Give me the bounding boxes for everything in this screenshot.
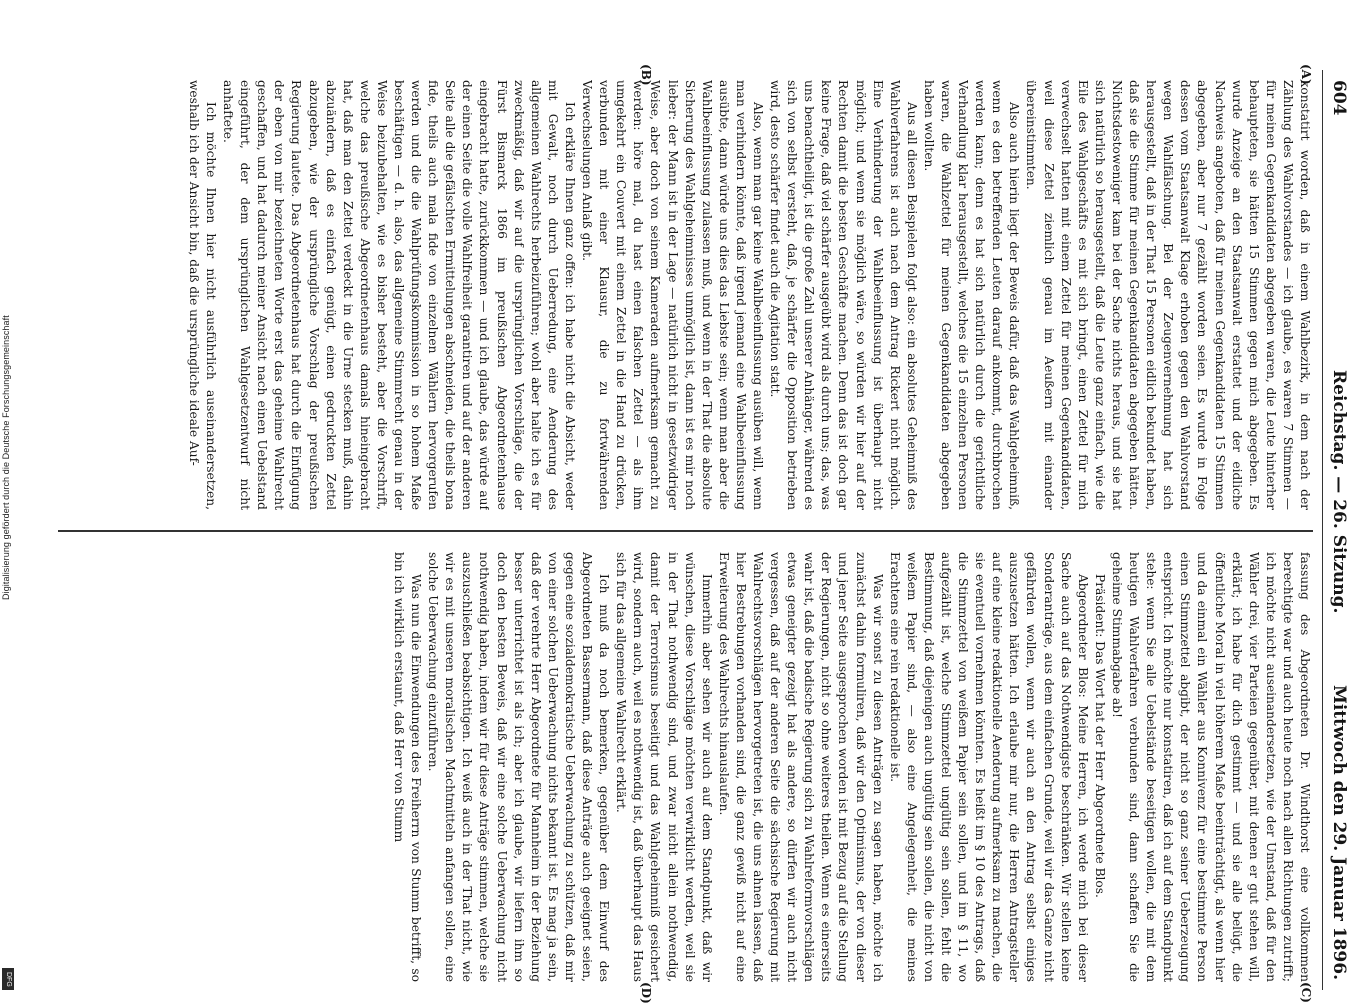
margin-marker-a: (A) (1299, 64, 1313, 85)
credit-strip (0, 0, 16, 1000)
paragraph: Ich erkläre Ihnen ganz offen: ich habe nicht die Absicht, weder mit Gewalt, noch durch Ueberredung, eine Aenderung des allgemeinen Wahlrechts herbeizuführen; wohl aber halte ich es für zweckmäßig, daß wir auf die ursprünglichen Vorschläge, die der Fürst Bismarck 1866 im preußischen Abgeordnetenhause eingebracht hatte, zurückkommen — und ich glaube, das würde auf der einen Seite die volle Wahlfreiheit garantiren und auf der anderen Seite alle die gefälschten Ermittelungen abschneiden, die theils bona fide, theils auch mala fide von einzelnen Wählern hervorgerufen werden und die die Wahlprüfungskommission in so hohem Maße beschäftigen — d. h. also, das allgemeine Stimmrecht genau in der Weise beizubehalten, wie es bisher besteht, aber die Vorschrift, welche das preußische Abgeordnetenhaus damals hineingebracht hat, daß man den Zettel verdeckt in die Urne stecken muß, dahin abzuändern, daß es einfach genügt, einen gedruckten Zettel abzugeben, wie der ursprüngliche Vorschlag der preußischen Regierung lautete. Das Abgeordnetenhaus hat durch die Einfügung der eben von mir bezeichneten Worte erst das geheime Wahlrecht geschaffen, und hat dadurch meiner Ansicht nach einen Uebelstand eingeführt, der dem ursprünglichen Wahlgesetzentwurf nicht anhaftete. (221, 80, 577, 510)
page-header (1323, 70, 1353, 990)
paragraph: Aus all diesen Beispielen folgt also: ein absolutes Geheimniß des Wahlverfahrens ist auch nach dem Antrag Rickert nicht möglich. Eine Verhinderung der Wahlbeeinflussung ist überhaupt nicht möglich; und wenn sie möglich wäre, so würden wir hier auf der Rechten damit die besten Geschäfte machen. Denn das ist doch gar keine Frage, daß viel schärfer ausgeübt wird als durch uns; das, was uns benachtheiligt, ist die große Zahl unserer Anhänger, während es sich von selbst versteht, daß, je schärfer die Opposition betrieben wird, desto schärfer findet auch die Agitation statt. (768, 80, 919, 510)
page-number: 604 (1329, 80, 1349, 116)
margin-marker-d: (D) (639, 982, 653, 1004)
session-title: Reichstag. — 26. Sitzung. (1329, 370, 1349, 614)
paragraph: Ich muß da noch bemerken, gegenüber dem Einwurf des Abgeordneten Bassermann, daß diese Anträge auch geeignet seien, gegen eine sozialdemokratische Ueberwachung zu schützen, daß mir von einer solchen Ueberwachung nichts bekannt ist. Es mag ja sein, daß der verehrte Herr Abgeordnete für Mannheim in der Beziehung besser unterrichtet ist als ich; aber ich glaube, wir liefern ihm so doch den besten Beweis, daß wir eine solche Ueberwachung nicht nothwendig haben, indem wir für diese Anträge stimmen, welche sie auszuschließen beabsichtigen. Ich weiß auch in der That nicht, wie wir es mit unseren moralischen Machtmitteln anfangen sollen, eine solche Ueberwachung einzuführen. (426, 552, 612, 982)
paragraph: Abgeordneter Blos: Meine Herren, ich werde mich bei dieser Sache auch auf das Nothwendigste beschränken. Wir stellen keine Sonderanträge, aus dem einfachen Grunde, weil wir das Ganze nicht gefährden wollen, wenn wir auch an den Antrag selbst einiges auszusetzen hätten. Ich erlaube mir nur, die Herren Antragsteller auf eine kleine redaktionelle Aenderung aufmerksam zu machen, die sie eventuell vornehmen könnten. Es heißt im § 10 des Antrags, daß die Stimmzettel von weißem Papier sein sollen, und im § 11, wo aufgezählt ist, welche Stimmzettel ungültig sein sollen, fehlt die Bestimmung, daß diejenigen auch ungültig sein sollen, die nicht von weißem Papier sind, — also eine Angelegenheit, die meines Erachtens eine rein redaktionelle ist. (887, 552, 1090, 982)
paragraph: Also auch hierin liegt der Beweis dafür, daß das Wahlgeheimniß, wenn es den betreffenden Leuten darauf ankommt, durchbrochen werden kann; denn es hat sich natürlich durch die gerichtliche Verhandlung klar herausgestellt, welches die 15 einzelnen Personen waren, die Wahlzettel für meinen Gegenkandidaten abgegeben haben wollten. (921, 80, 1022, 510)
paragraph: Was nun die Einwendungen des Freiherrn von Stumm betrifft, so bin ich wirklich erstaunt, daß Herr von Stumm (392, 552, 424, 982)
margin-marker-c: (C) (1299, 982, 1313, 1003)
paragraph: Immerhin aber sehen wir auch auf dem Standpunkt, daß wir wünschen, diese Vorschläge möchten verwirklicht werden, weil sie in der That nothwendig sind, und zwar nicht allein nothwendig, damit der Terrorismus beseitigt und das Wahlgeheimniß gesichert wird, sondern auch, weil es nothwendig ist, daß überhaupt das Haus sich für das allgemeine Wahlrecht erklärt. (614, 552, 714, 982)
paragraph: fassung des Abgeordneten Dr. Windthorst eine vollkommen berechtigte war und auch heute noch nach allen Richtungen zutrifft; ich möchte nicht auseinandersetzen, wie der Umstand, daß für den Wähler drei, vier Parteien gegenüber, mit denen er gut stehen will, erklärt; ich habe für dich gestimmt — und sie alle belügt, die öffentliche Moral in viel höherem Maße beeinträchtigt, als wenn hier und da einmal ein Wähler aus Konnivenz für eine bestimmte Person einen Stimmzettel abgibt, der nicht so ganz seiner Ueberzeugung entspricht. Ich möchte nur konstatiren, daß ich auf dem Standpunkt stehe: wenn Sie alle Uebelstände beseitigen wollen, die mit dem heutigen Wahlverfahren verbunden sind, dann schaffen Sie die geheime Stimmabgabe ab! (1109, 552, 1312, 982)
header-rule (1322, 70, 1323, 990)
document-page (43, 64, 1353, 1004)
left-column (53, 80, 1313, 510)
credit-text: Digitalisierung gefördert durch die Deutsche Forschungsgemeinschaft (1, 315, 11, 600)
session-date: Mittwoch den 29. Januar 1896. (1329, 685, 1349, 980)
paragraph: Ich möchte Ihnen hier nicht ausführlich auseinandersetzen, weshalb ich der Ansicht bin, daß die ursprüngliche ideale Auf- (186, 80, 218, 510)
paragraph: konstatirt worden, daß in einem Wahlbezirk, in dem nach der Zählung des Wahlvorstandes — ich glaube, es waren 7 Stimmen — für meinen Gegenkandidaten abgegeben waren, die Leute hinterher behaupteten, sie hätten 15 Stimmen gegen mich abgegeben. Es wurde Anzeige an den Staatsanwalt erstattet und der eidliche Nachweis angeboten, daß für meinen Gegenkandidaten 15 Stimmen abgegeben, aber nur 7 gezählt worden seien. Es wurde in Folge dessen vom Staatsanwalt Klage erhoben gegen den Wahlvorstand wegen Wahlfälschung. Bei der Zeugenvernehmung hat sich herausgestellt, daß in der That 15 Personen eidlich bekundet haben, daß sie die Stimme für meinen Gegenkandidaten abgegeben hätten. Nichtsdestoweniger kam bei der Sache nichts heraus, und sie hat sich natürlich so herausgestellt, daß die Leute ganz einfach, wie die Eile des Wahlgeschäfts es mit sich bringt, einen Zettel für mich verwechselt hatten mit einem Zettel für meinen Gegenkandidaten, weil diese Zettel ziemlich genau im Aeußern mit einander übereinstimmten. (1024, 80, 1312, 510)
margin-marker-b: (B) (639, 64, 653, 86)
paragraph: Präsident: Das Wort hat der Herr Abgeordnete Blos. (1092, 574, 1107, 898)
right-column (53, 552, 1313, 982)
dfg-logo: DFG (2, 968, 14, 990)
column-divider (58, 530, 1313, 532)
paragraph: Also, wenn man gar keine Wahlbeeinflussung ausüben will, wenn man verhindern könnte, daß irgend jemand eine Wahlbeeinflussung ausübte, dann würde uns dies das Liebste sein; wenn man aber die Wahlbeeinflussung zulassen muß, und wenn in der That die absolute Sicherung des Wahlgeheimnisses unmöglich ist, dann ist es mir noch lieber: der Mann ist in der Lage — natürlich nicht in gesetzwidriger Weise, aber doch von seinem Kameraden aufmerksam gemacht zu werden: höre mal, du hast einen falschen Zettel — als ihm umgekehrt ein Couvert mit einem Zettel in die Hand zu drücken, verbunden mit einer Klausur, die zu fortwährenden Verwechselungen Anlaß gibt. (580, 80, 765, 510)
paragraph: Was wir sonst zu diesen Anträgen zu sagen haben, möchte ich zunächst dahin formuliren, daß wir den Optimismus, der von dieser und jener Seite ausgesprochen worden ist mit Bezug auf die Stellung der Regierungen, nicht so ohne weiteres theilen. Wenn es einerseits wahr ist, daß die badische Regierung sich zu Wahlreformvorschlägen etwas geneigter gezeigt hat als andere, so dürfen wir auch nicht vergessen, daß auf der anderen Seite die sächsische Regierung mit Wahlrechtsvorschlägen hervorgetreten ist, die uns ahnen lassen, daß hier Bestrebungen vorhanden sind, die ganz gewiß nicht auf eine Erweiterung des Wahlrechts hinauslaufen. (716, 552, 885, 982)
